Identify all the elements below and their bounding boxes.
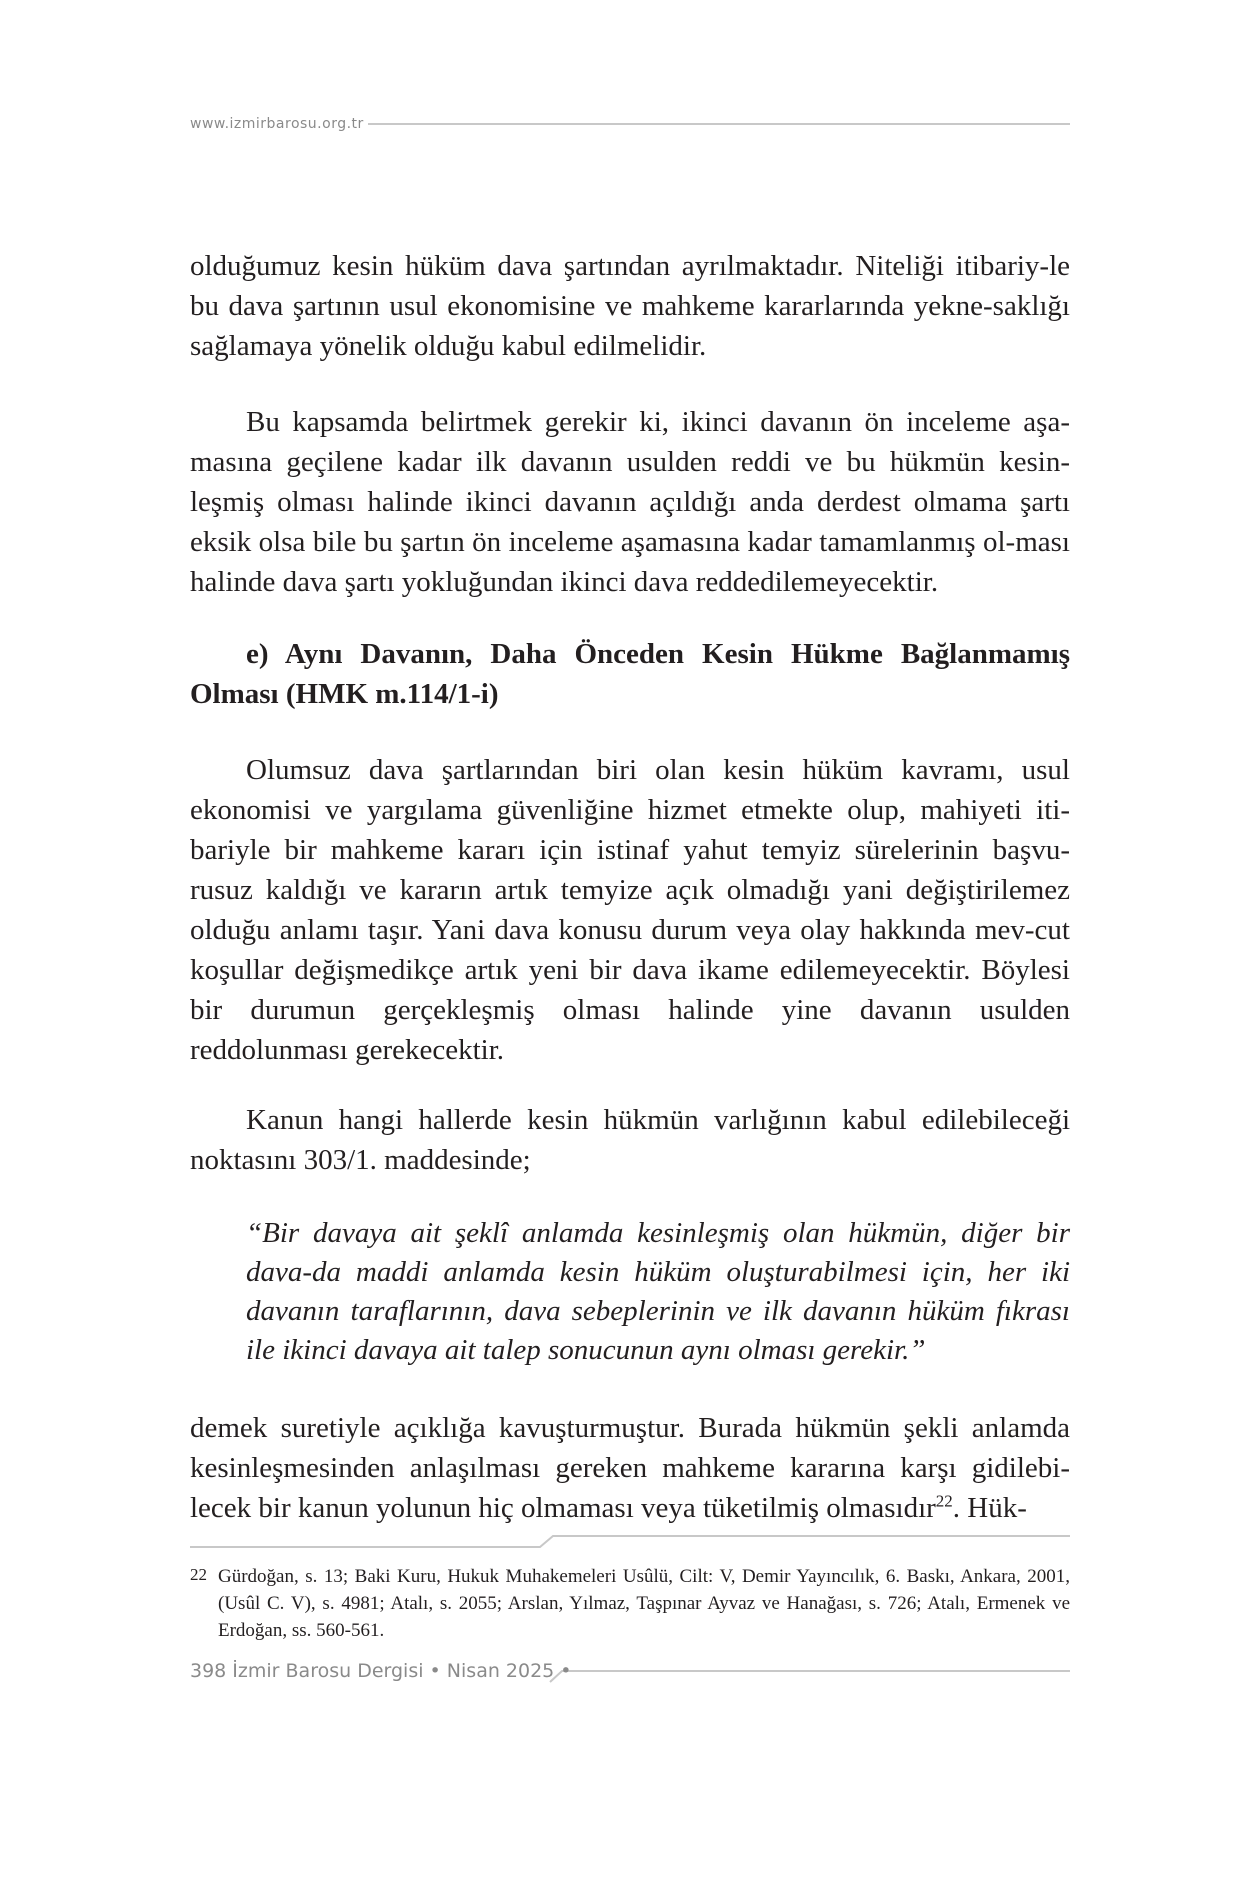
footnote-text: Gürdoğan, s. 13; Baki Kuru, Hukuk Muhakemeleri Usûlü, Cilt: V, Demir Yayıncılık, 6. Baskı, Ankara, 2001, (Usûl C. V), s. 4981; Atalı, s. 2055; Arslan, Yılmaz, Taşpınar Ayvaz ve Hanağası, s. 726; Atalı, Ermenek ve Erdoğan, ss. 560-561. [218, 1566, 1070, 1641]
footnote-separator [190, 1534, 1070, 1548]
page-footer [190, 1656, 1070, 1686]
paragraph: Bu kapsamda belirtmek gerekir ki, ikinci davanın ön inceleme aşa-masına geçilene kadar ilk davanın usulden reddi ve bu hükmün kesin-leşmiş olması halinde ikinci davanın açıldığı anda derdest olmama şartı eksik olsa bile bu şartın ön inceleme aşamasına kadar tamamlanmış ol-ması halinde dava şartı yokluğundan ikinci dava reddedilemeyecektir. [190, 406, 1070, 598]
paragraph-text: demek suretiyle açıklığa kavuşturmuştur. Burada hükmün şekli anlamda kesinleşmesinden anlaşılması gereken mahkeme kararına karşı gidilebi-lecek bir kanun yolunun hiç olmaması veya tüketilmiş olmasıdır [190, 1412, 1070, 1524]
footnote-number: 22 [190, 1565, 207, 1584]
paragraph-continuation: olduğumuz kesin hüküm dava şartından ayrılmaktadır. Niteliği itibariy-le bu dava şartının usul ekonomisine ve mahkeme kararlarında yekne-saklığı sağlamaya yönelik olduğu kabul edilmelidir. [190, 250, 1070, 362]
header-url: www.izmirbarosu.org.tr [190, 116, 364, 132]
header-rule [368, 123, 1070, 125]
footer-text: 398 İzmir Barosu Dergisi • Nisan 2025 • [190, 1660, 572, 1682]
footnote-reference: 22 [935, 1491, 953, 1511]
paragraph: Kanun hangi hallerde kesin hükmün varlığının kabul edilebileceği noktasını 303/1. maddesinde; [190, 1104, 1070, 1176]
running-header [190, 112, 1070, 136]
paragraph [190, 1408, 1070, 1528]
paragraph: Olumsuz dava şartlarından biri olan kesin hüküm kavramı, usul ekonomisi ve yargılama güvenliğine hizmet etmekte olup, mahiyeti iti-bariyle bir mahkeme kararı için istinaf yahut temyiz sürelerinin başvu-rusuz kaldığı ve kararın artık temyize açık olmadığı yani değiştirilemez olduğu anlamı taşır. Yani dava konusu durum veya olay hakkında mev-cut koşullar değişmedikçe artık yeni bir dava ikame edilemeyecektir. Böylesi bir durumun gerçekleşmiş olması halinde yine davanın usulden reddolunması gerekecektir. [190, 754, 1070, 1066]
section-heading: e) Aynı Davanın, Daha Önceden Kesin Hükme Bağlanmamış Olması (HMK m.114/1-i) [190, 638, 1070, 710]
paragraph-tail: . Hük- [952, 1492, 1027, 1524]
footnote [190, 1563, 1070, 1644]
block-quote: “Bir davaya ait şeklî anlamda kesinleşmiş olan hükmün, diğer bir dava-da maddi anlamda kesin hüküm oluşturabilmesi için, her iki davanın taraflarının, dava sebeplerinin ve ilk davanın hüküm fıkrası ile ikinci davaya ait talep sonucunun aynı olması gerekir.” [246, 1217, 1070, 1366]
